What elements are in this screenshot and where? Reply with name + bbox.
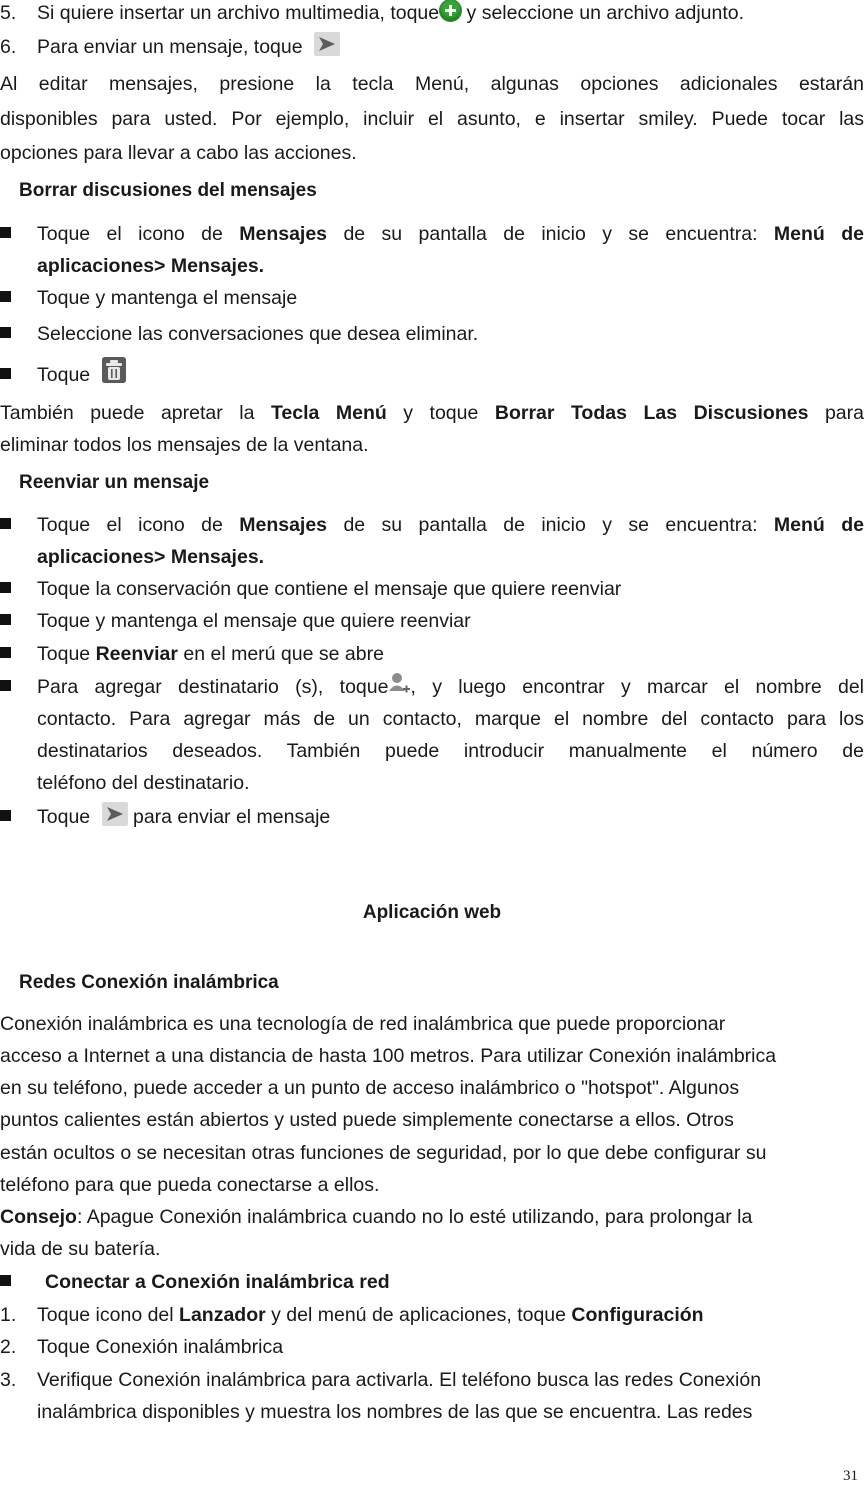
tip-line: vida de su batería. xyxy=(0,1238,161,1260)
paragraph-line: teléfono para que pueda conectarse a ellos. xyxy=(0,1174,380,1196)
add-contact-icon xyxy=(388,671,410,695)
bullet-square xyxy=(0,327,11,338)
paragraph-line: disponibles para usted. Por ejemplo, incluir el asunto, e insertar smiley. Puede tocar las xyxy=(0,108,864,130)
trash-icon xyxy=(102,357,126,383)
send-icon xyxy=(314,32,340,56)
bullet-square xyxy=(0,810,11,821)
bullet-square xyxy=(0,582,11,593)
section-heading: Borrar discusiones del mensajes xyxy=(19,180,317,201)
section-heading: Redes Conexión inalámbrica xyxy=(19,972,279,993)
paragraph-line: acceso a Internet a una distancia de hasta 100 metros. Para utilizar Conexión inalámbrica xyxy=(0,1045,777,1067)
bullet-square xyxy=(0,368,11,379)
send-icon xyxy=(102,802,128,826)
bullet-square xyxy=(0,227,11,238)
section-heading: Reenviar un mensaje xyxy=(19,472,210,493)
bullet-square xyxy=(0,291,11,302)
bullet-square xyxy=(0,518,11,529)
paragraph-line: eliminar todos los mensajes de la ventana. xyxy=(0,434,369,456)
bullet-square xyxy=(0,614,11,625)
paragraph-line: están ocultos o se necesitan otras funciones de seguridad, por lo que debe configurar su xyxy=(0,1142,767,1164)
paragraph-line: Al editar mensajes, presione la tecla Menú, algunas opciones adicionales estarán xyxy=(0,73,864,95)
section-title: Aplicación web xyxy=(362,902,502,923)
paragraph-line: Conexión inalámbrica es una tecnología de red inalámbrica que puede proporcionar xyxy=(0,1013,726,1035)
paragraph-line: puntos calientes están abiertos y usted puede simplemente conectarse a ellos. Otros xyxy=(0,1109,734,1131)
paragraph-line: También puede apretar la Tecla Menú y toque Borrar Todas Las Discusiones para xyxy=(0,402,864,424)
bullet-square xyxy=(0,647,11,658)
bullet-square xyxy=(0,680,11,691)
paragraph-line: opciones para llevar a cabo las acciones. xyxy=(0,142,357,164)
page-number: 31 xyxy=(843,1468,858,1484)
add-attachment-icon xyxy=(440,0,461,21)
paragraph-line: en su teléfono, puede acceder a un punto de acceso inalámbrico o "hotspot". Algunos xyxy=(0,1077,740,1099)
tip-line: Consejo: Apague Conexión inalámbrica cuando no lo esté utilizando, para prolongar la xyxy=(0,1206,753,1228)
bullet-square xyxy=(0,1275,11,1286)
